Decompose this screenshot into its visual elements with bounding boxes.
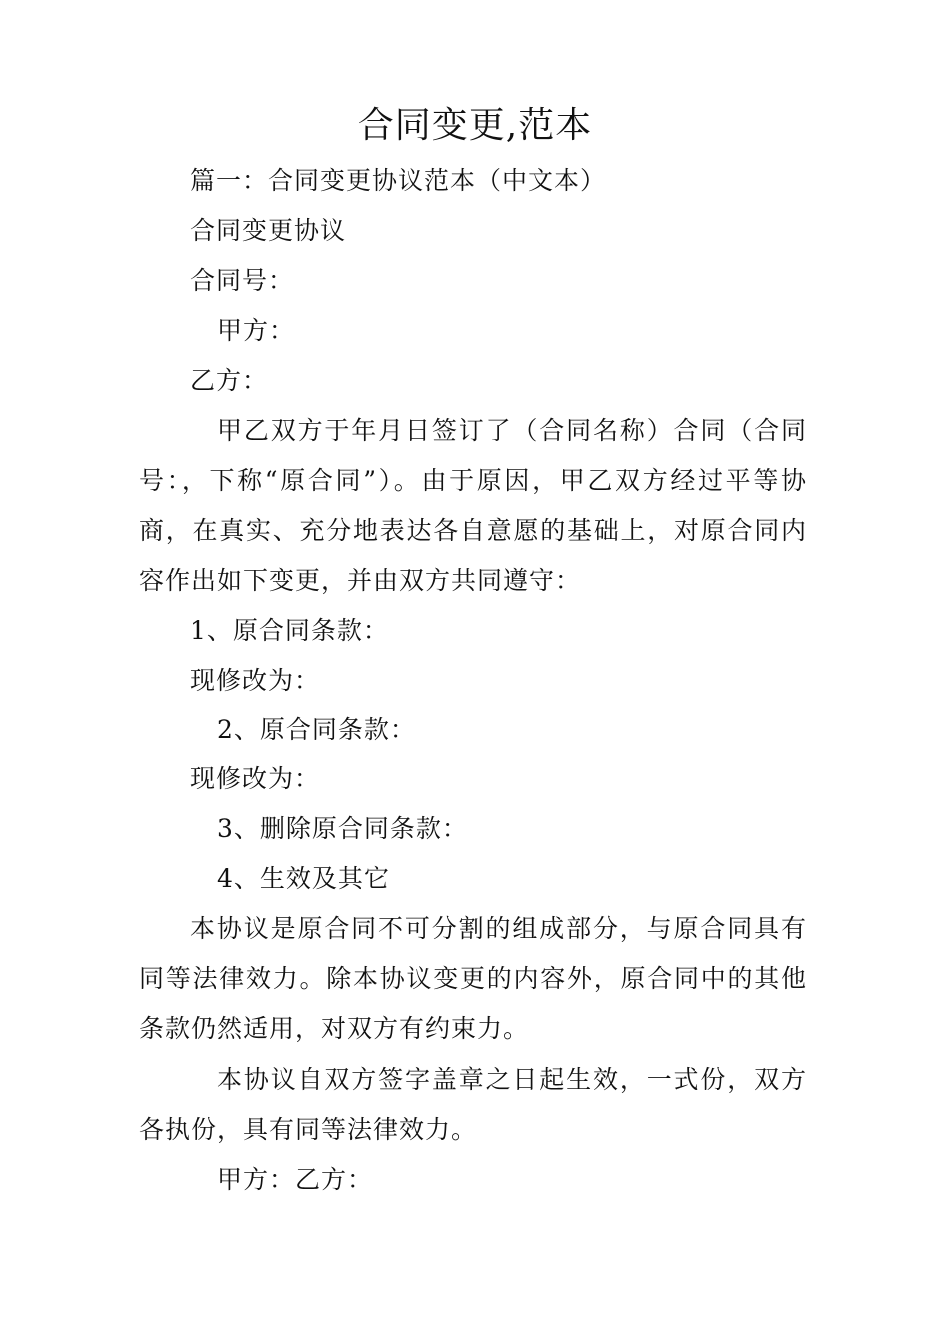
clause-4: 4、生效及其它 xyxy=(217,864,390,893)
contract-number-label: 合同号： xyxy=(190,266,295,295)
party-a-label: 甲方： xyxy=(217,316,296,345)
clause-1-modification: 现修改为： xyxy=(190,666,321,695)
clause-1: 1、原合同条款： xyxy=(190,616,389,645)
section-heading: 篇一：合同变更协议范本（中文本） xyxy=(190,166,607,195)
copies-paragraph: 本协议自双方签字盖章之日起生效，一式份，双方各执份，具有同等法律效力。 xyxy=(139,1065,807,1144)
intro-paragraph: 甲乙双方于年月日签订了（合同名称）合同（合同号：，下称“原合同”）。由于原因，甲乙双方经过平等协商，在真实、充分地表达各自意愿的基础上，对原合同内容作出如下变更，并由双方共同遵守： xyxy=(139,416,807,595)
effect-paragraph: 本协议是原合同不可分割的组成部分，与原合同具有同等法律效力。除本协议变更的内容外，原合同中的其他条款仍然适用，对双方有约束力。 xyxy=(139,914,807,1043)
signature-line: 甲方：乙方： xyxy=(217,1165,374,1194)
party-b-label: 乙方： xyxy=(190,366,269,395)
clause-3: 3、删除原合同条款： xyxy=(217,814,468,843)
clause-2: 2、原合同条款： xyxy=(217,715,416,744)
agreement-title: 合同变更协议 xyxy=(190,216,347,245)
document-title: 合同变更,范本 xyxy=(357,105,593,146)
clause-2-modification: 现修改为： xyxy=(190,764,321,793)
